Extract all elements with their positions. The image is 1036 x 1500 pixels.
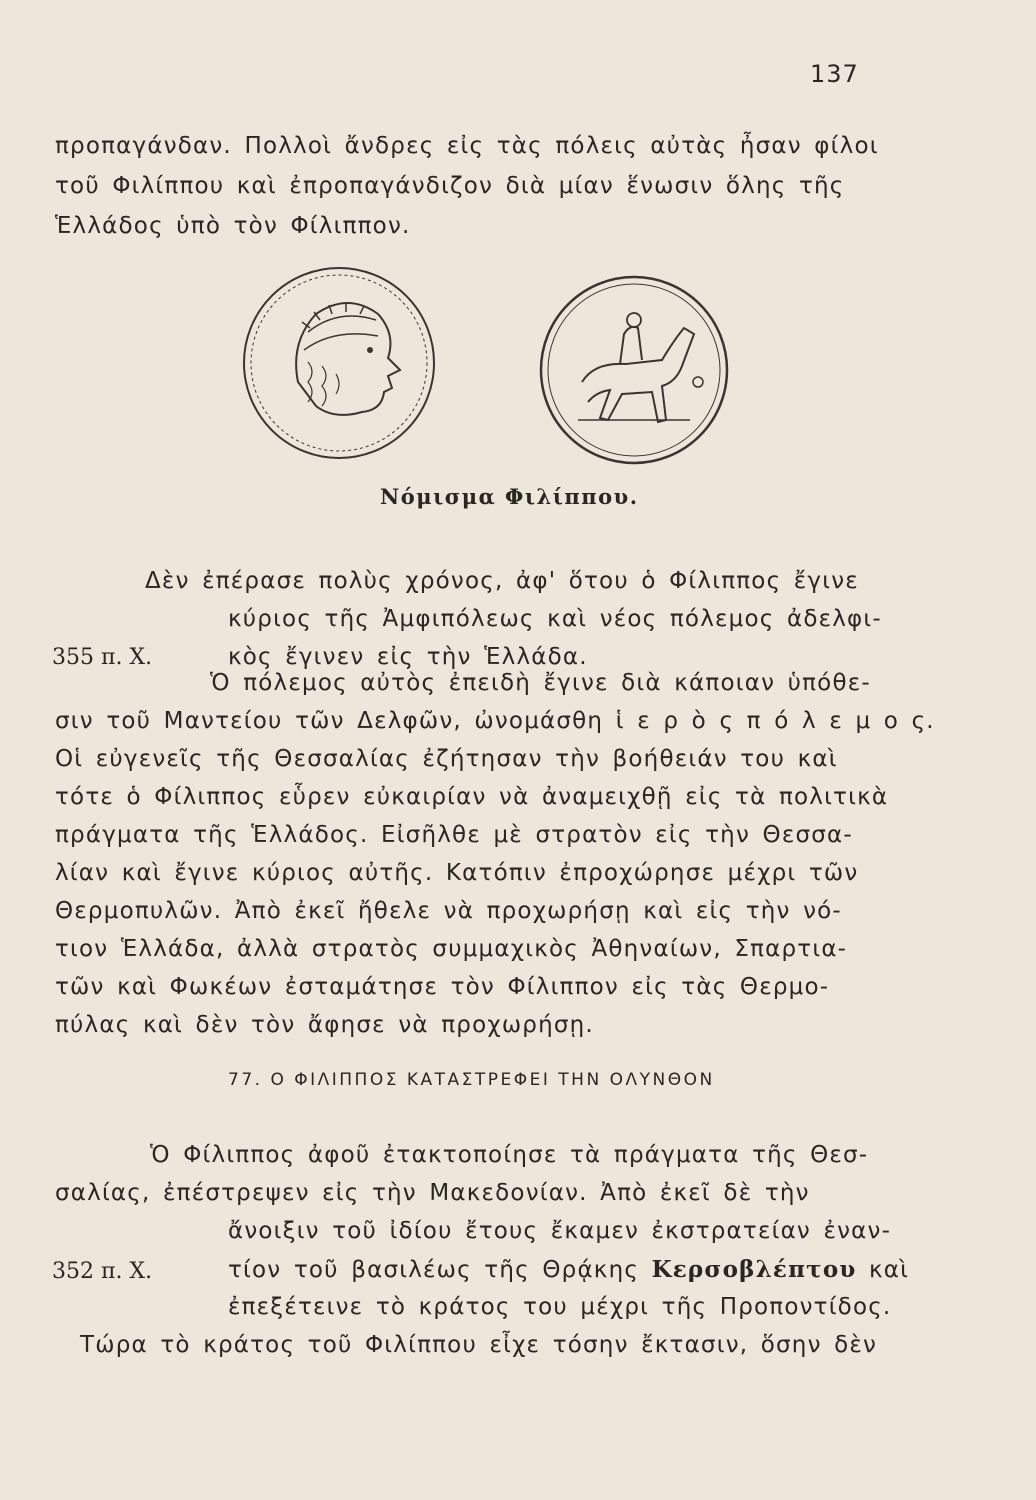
text-line: ἄνοιξιν τοῦ ἰδίου ἔτους ἔκαμεν ἐκστρατείαν ἐναν-	[228, 1218, 892, 1244]
coin-obverse-head-image	[238, 262, 440, 464]
text-line: Ὁ Φίλιππος ἀφοῦ ἐτακτοποίησε τὰ πράγματα τῆς Θεσ-	[150, 1142, 869, 1168]
text-line: λίαν καὶ ἔγινε κύριος αὐτῆς. Κατόπιν ἐπροχώρησε μέχρι τῶν	[55, 860, 859, 886]
page-number: 137	[810, 60, 859, 88]
text-line: τῶν καὶ Φωκέων ἐσταμάτησε τὸν Φίλιππον εἰς τὰς Θερμο-	[55, 974, 830, 1000]
text-line: τιον Ἑλλάδα, ἀλλὰ στρατὸς συμμαχικὸς Ἀθηναίων, Σπαρτια-	[55, 936, 848, 962]
text-line: πύλας καὶ δὲν τὸν ἄφησε νὰ προχωρήσῃ.	[55, 1012, 594, 1038]
text-line: προπαγάνδαν. Πολλοὶ ἄνδρες εἰς τὰς πόλεις αὐτὰς ἦσαν φίλοι	[55, 133, 879, 159]
text-line: ἐπεξέτεινε τὸ κράτος του μέχρι τῆς Προποντίδος.	[228, 1294, 892, 1320]
text-line: Τώρα τὸ κράτος τοῦ Φιλίππου εἶχε τόσην ἔκτασιν, ὅσην δὲν	[80, 1332, 878, 1358]
text-line: πράγματα τῆς Ἑλλάδος. Εἰσῆλθε μὲ στρατὸν εἰς τὴν Θεσσα-	[55, 822, 853, 848]
text-line: Οἱ εὐγενεῖς τῆς Θεσσαλίας ἐζήτησαν τὴν βοήθειάν του καὶ	[55, 746, 838, 772]
text-line: Δὲν ἐπέρασε πολὺς χρόνος, ἀφ' ὅτου ὁ Φίλιππος ἔγινε	[145, 568, 859, 594]
text-line: σαλίας, ἐπέστρεψεν εἰς τὴν Μακεδονίαν. Ἀπὸ ἐκεῖ δὲ τὴν	[55, 1180, 810, 1206]
text-line: Θερμοπυλῶν. Ἀπὸ ἐκεῖ ἤθελε νὰ προχωρήσῃ καὶ εἰς τὴν νό-	[55, 898, 842, 924]
margin-date: 355 π. Χ.	[52, 645, 153, 670]
text-line: σιν τοῦ Μαντείου τῶν Δελφῶν, ὠνομάσθη ἱ ε ρ ὸ ς π ό λ ε μ ο ς.	[55, 708, 935, 734]
text-line: τότε ὁ Φίλιππος εὗρεν εὐκαιρίαν νὰ ἀναμειχθῇ εἰς τὰ πολιτικὰ	[55, 784, 889, 810]
text-line: Ὁ πόλεμος αὐτὸς ἐπειδὴ ἔγινε διὰ κάποιαν ὑπόθε-	[210, 670, 871, 696]
section-heading: 77. Ο ΦΙΛΙΠΠΟΣ ΚΑΤΑΣΤΡΕΦΕΙ ΤΗΝ ΟΛΥΝΘΟΝ	[228, 1070, 715, 1090]
line-text: καὶ	[869, 1257, 910, 1283]
coin-reverse-horseman-image	[534, 270, 734, 470]
bold-name: Κερσοβλέπτου	[651, 1256, 857, 1283]
text-line: κὸς ἔγινεν εἰς τὴν Ἑλλάδα.	[228, 644, 588, 670]
line-text: τίον τοῦ βασιλέως τῆς Θρᾴκης	[228, 1257, 640, 1283]
text-line: τοῦ Φιλίππου καὶ ἐπροπαγάνδιζον διὰ μίαν ἕνωσιν ὅλης τῆς	[55, 173, 845, 199]
text-line: Ἑλλάδος ὑπὸ τὸν Φίλιππον.	[55, 213, 411, 239]
coin-caption: Νόμισμα Φιλίππου.	[380, 484, 639, 509]
text-line: κύριος τῆς Ἀμφιπόλεως καὶ νέος πόλεμος ἀδελφι-	[228, 606, 882, 632]
text-line	[228, 1256, 909, 1283]
margin-date: 352 π. Χ.	[52, 1259, 153, 1284]
